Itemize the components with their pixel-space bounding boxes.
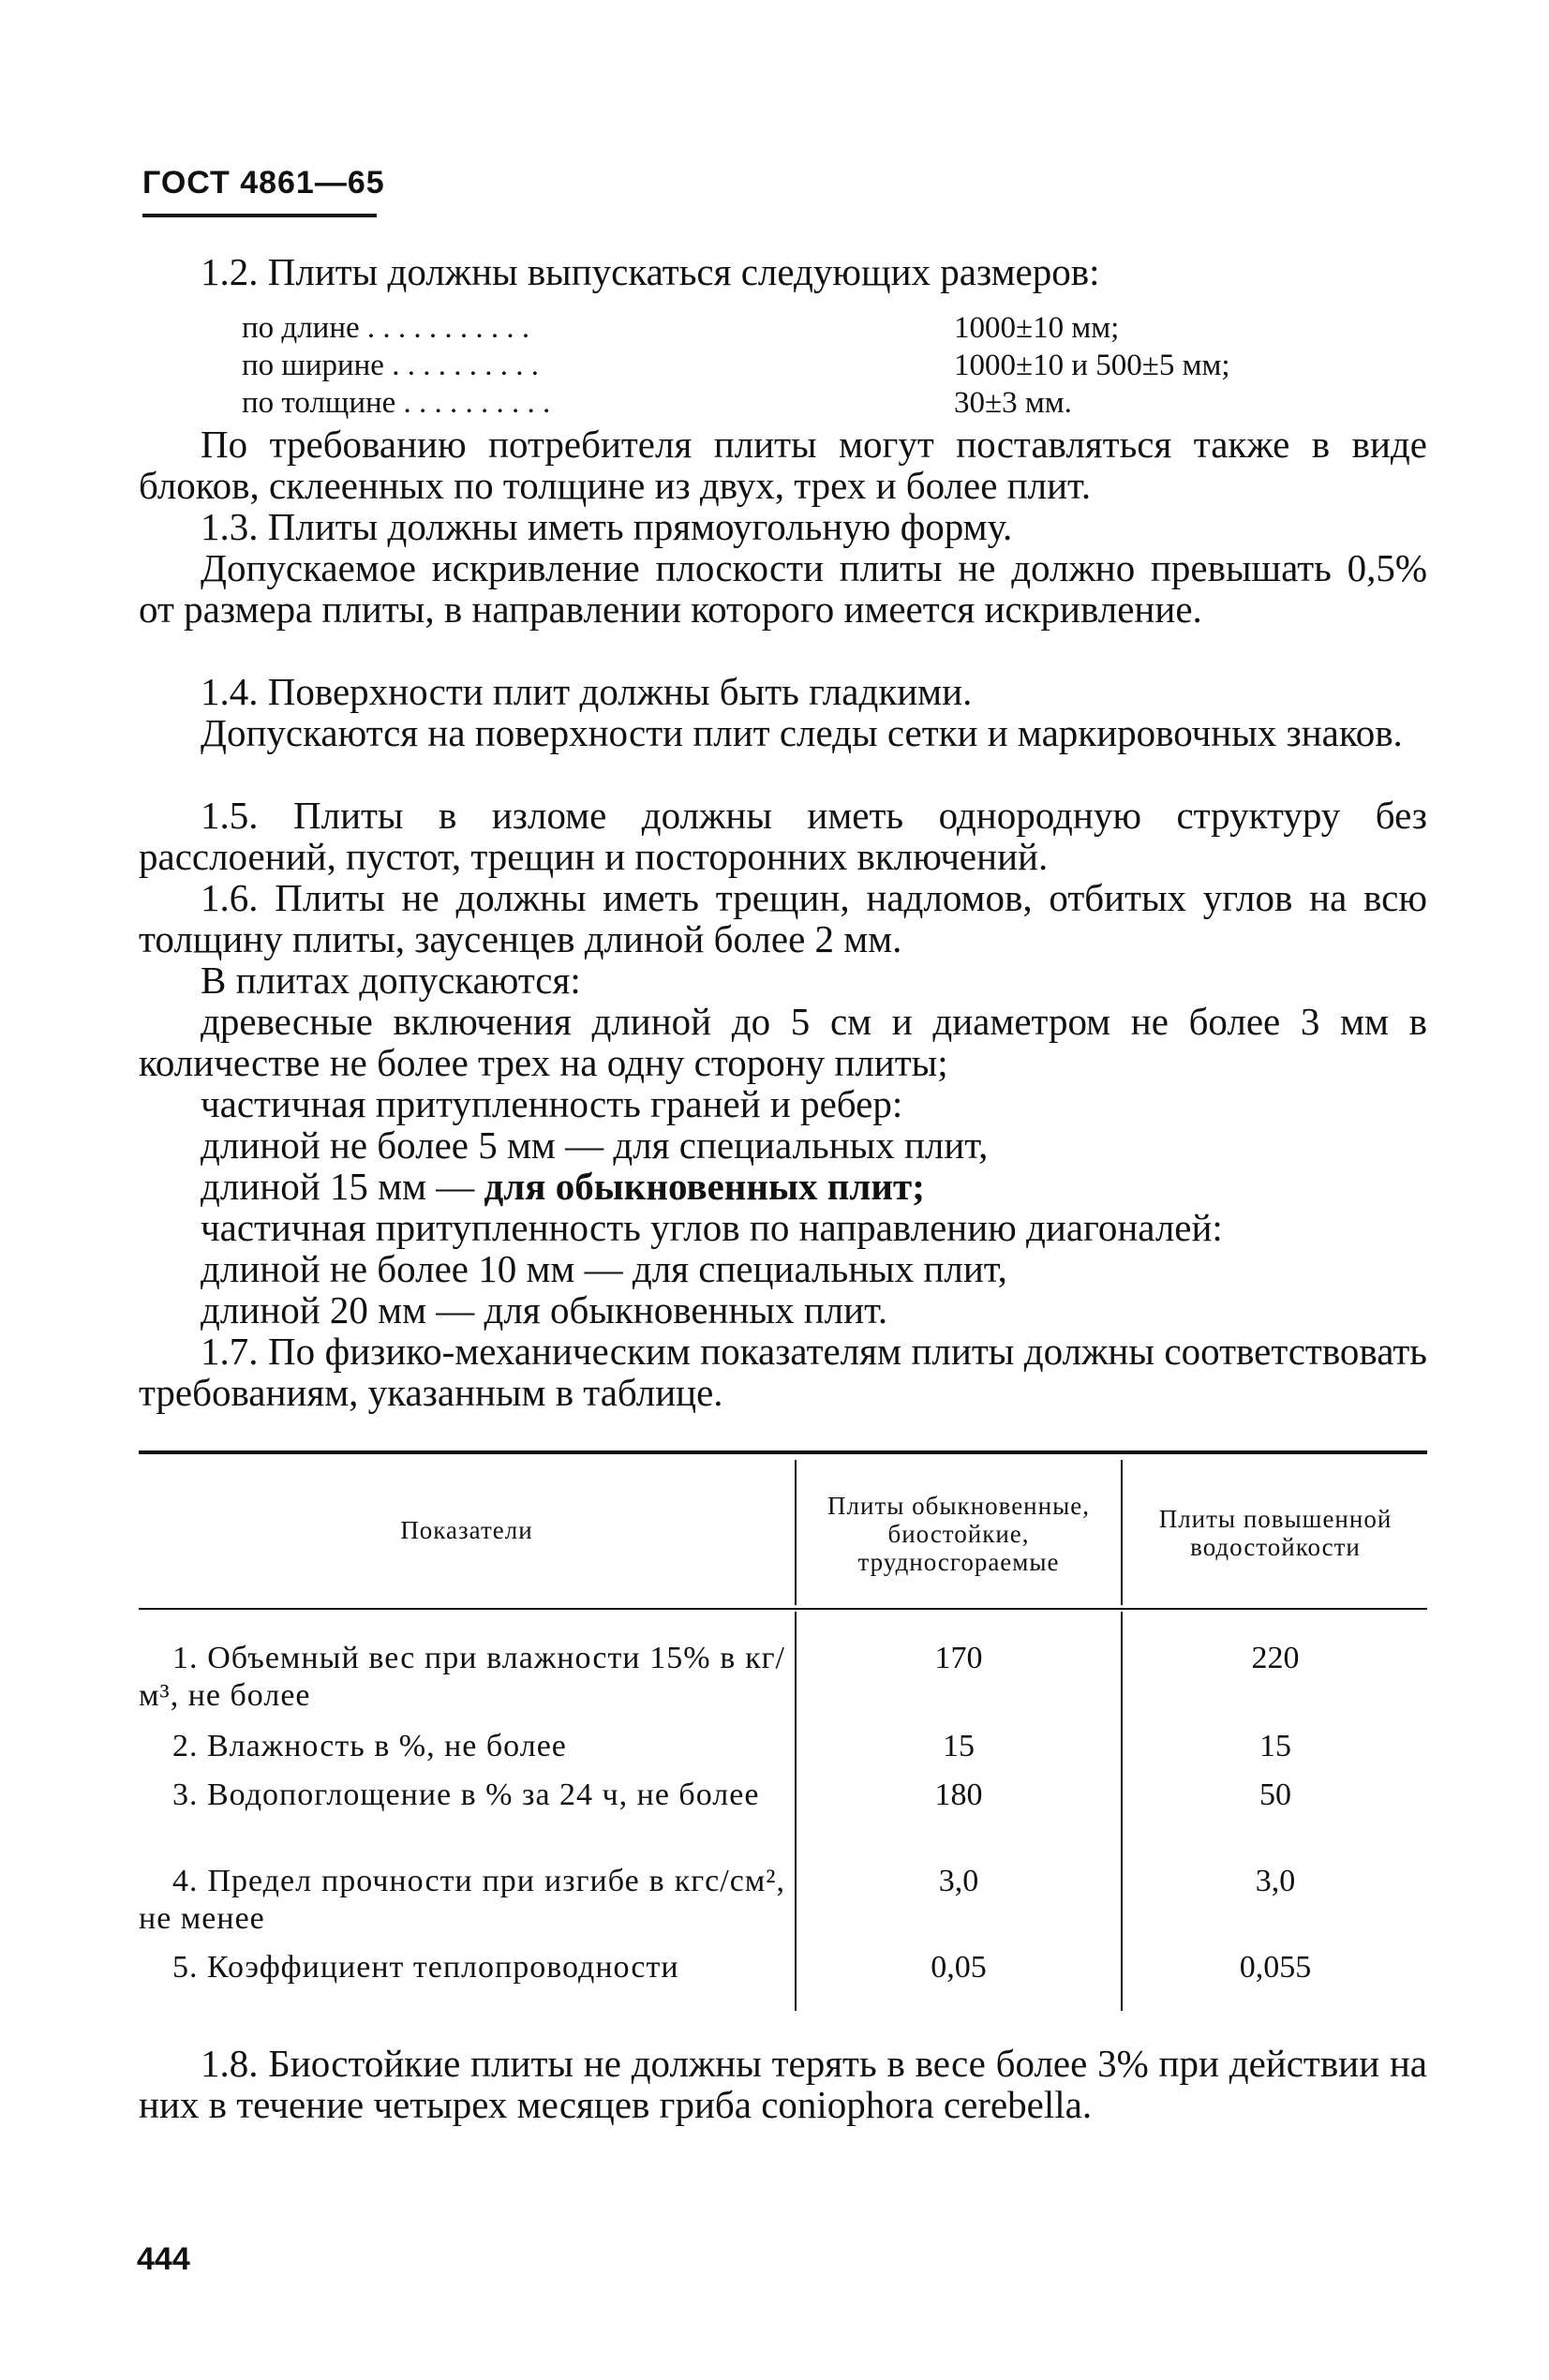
- corner-special: длиной не более 10 мм — для специальных плит,: [201, 1247, 1007, 1290]
- table-cell: 180: [934, 1778, 983, 1812]
- dimension-width: [242, 347, 1441, 384]
- dimension-length: [242, 309, 1441, 347]
- table-header-ordinary: Плиты обыкновенные, биостойкие, трудносгораемые: [827, 1492, 1090, 1576]
- clause-1-7: 1.7. По физико-механическим показателям плиты должны соответствовать требованиям, указанным в таблице.: [139, 1330, 1427, 1414]
- allowed-intro: В плитах допускаются:: [201, 959, 581, 1002]
- table-cell: 50: [1259, 1778, 1291, 1812]
- dimension-value: 1000±10 и 500±5 мм;: [954, 349, 1230, 382]
- dimension-value: 30±3 мм.: [954, 386, 1072, 420]
- dimension-name: по длине . . . . . . . . . . .: [242, 311, 530, 345]
- clause-1-4-marks: Допускаются на поверхности плит следы сетки и маркировочных знаков.: [201, 711, 1403, 754]
- table-row-name: 5. Коэффициент теплопроводности: [172, 1950, 679, 1985]
- edge-ordinary: [139, 1166, 1427, 1207]
- page-number: 444: [137, 2241, 190, 2277]
- table-cell: 3,0: [1255, 1864, 1296, 1898]
- table-header-indicator: Показатели: [400, 1516, 533, 1544]
- table-divider: [795, 1612, 797, 2011]
- table-divider: [1121, 1612, 1123, 2011]
- table-cell: 220: [1251, 1641, 1300, 1675]
- dimension-name: по ширине . . . . . . . . . .: [242, 349, 539, 382]
- properties-table: [139, 1450, 1427, 2013]
- clause-1-3-tolerance: Допускаемое искривление плоскости плиты не должно превышать 0,5% от размера плиты, в направлении которого имеется искривление.: [139, 546, 1427, 631]
- edge-ordinary-length: длиной 15 мм —: [201, 1165, 484, 1208]
- clause-1-8: 1.8. Биостойкие плиты не должны терять в весе более 3% при действии на них в течение четырех месяцев гриба coniophora cerebella.: [139, 2042, 1427, 2126]
- table-row-name: 3. Водопоглощение в % за 24 ч, не более: [172, 1778, 760, 1812]
- dimension-thickness: [242, 384, 1441, 422]
- clause-1-5: 1.5. Плиты в изломе должны иметь однородную структуру без расслоений, пустот, трещин и посторонних включений.: [139, 794, 1427, 878]
- table-cell: 15: [1259, 1729, 1291, 1763]
- dimension-name: по толщине . . . . . . . . . .: [242, 386, 551, 420]
- table-divider: [1121, 1460, 1123, 1605]
- table-row-name: 4. Предел прочности при изгибе в кгс/см², не менее: [139, 1864, 785, 1936]
- dimensions-list: [242, 309, 1441, 422]
- allowed-corner-bluntness: частичная притупленность углов по направлению диагоналей:: [201, 1206, 1223, 1249]
- clause-1-2: 1.2. Плиты должны выпускаться следующих размеров:: [201, 250, 1100, 293]
- clause-1-4: 1.4. Поверхности плит должны быть гладкими.: [201, 670, 973, 713]
- clause-1-6: 1.6. Плиты не должны иметь трещин, надломов, отбитых углов на всю толщину плиты, заусенцев длиной более 2 мм.: [139, 876, 1427, 960]
- corner-ordinary: длиной 20 мм — для обыкновенных плит.: [201, 1288, 888, 1331]
- table-divider: [795, 1460, 797, 1605]
- edge-special: длиной не более 5 мм — для специальных плит,: [201, 1123, 989, 1167]
- table-row-name: 1. Объемный вес при влажности 15% в кг/м³, не более: [139, 1641, 785, 1713]
- document-header: ГОСТ 4861—65: [142, 165, 385, 201]
- table-header-rule: [139, 1608, 1427, 1610]
- header-rule: [142, 214, 377, 217]
- table-cell: 15: [943, 1729, 975, 1763]
- table-cell: 0,05: [931, 1950, 987, 1985]
- table-header-waterproof: Плиты повышенной водостойкости: [1158, 1505, 1393, 1561]
- blocks-paragraph: По требованию потребителя плиты могут поставляться также в виде блоков, склеенных по толщине из двух, трех и более плит.: [139, 423, 1427, 507]
- allowed-edge-bluntness: частичная притупленность граней и ребер:: [201, 1082, 903, 1125]
- table-cell: 3,0: [938, 1864, 979, 1898]
- edge-ordinary-target: для обыкновенных плит;: [484, 1165, 925, 1208]
- table-cell: 170: [934, 1641, 983, 1675]
- clause-1-3: 1.3. Плиты должны иметь прямоугольную форму.: [201, 505, 1013, 548]
- dimension-value: 1000±10 мм;: [954, 311, 1120, 345]
- allowed-wood-inclusions: древесные включения длиной до 5 см и диаметром не более 3 мм в количестве не более трех на одну сторону плиты;: [139, 1000, 1427, 1084]
- table-top-rule: [139, 1450, 1427, 1454]
- table-cell: 0,055: [1239, 1950, 1312, 1985]
- table-row-name: 2. Влажность в %, не более: [172, 1729, 567, 1763]
